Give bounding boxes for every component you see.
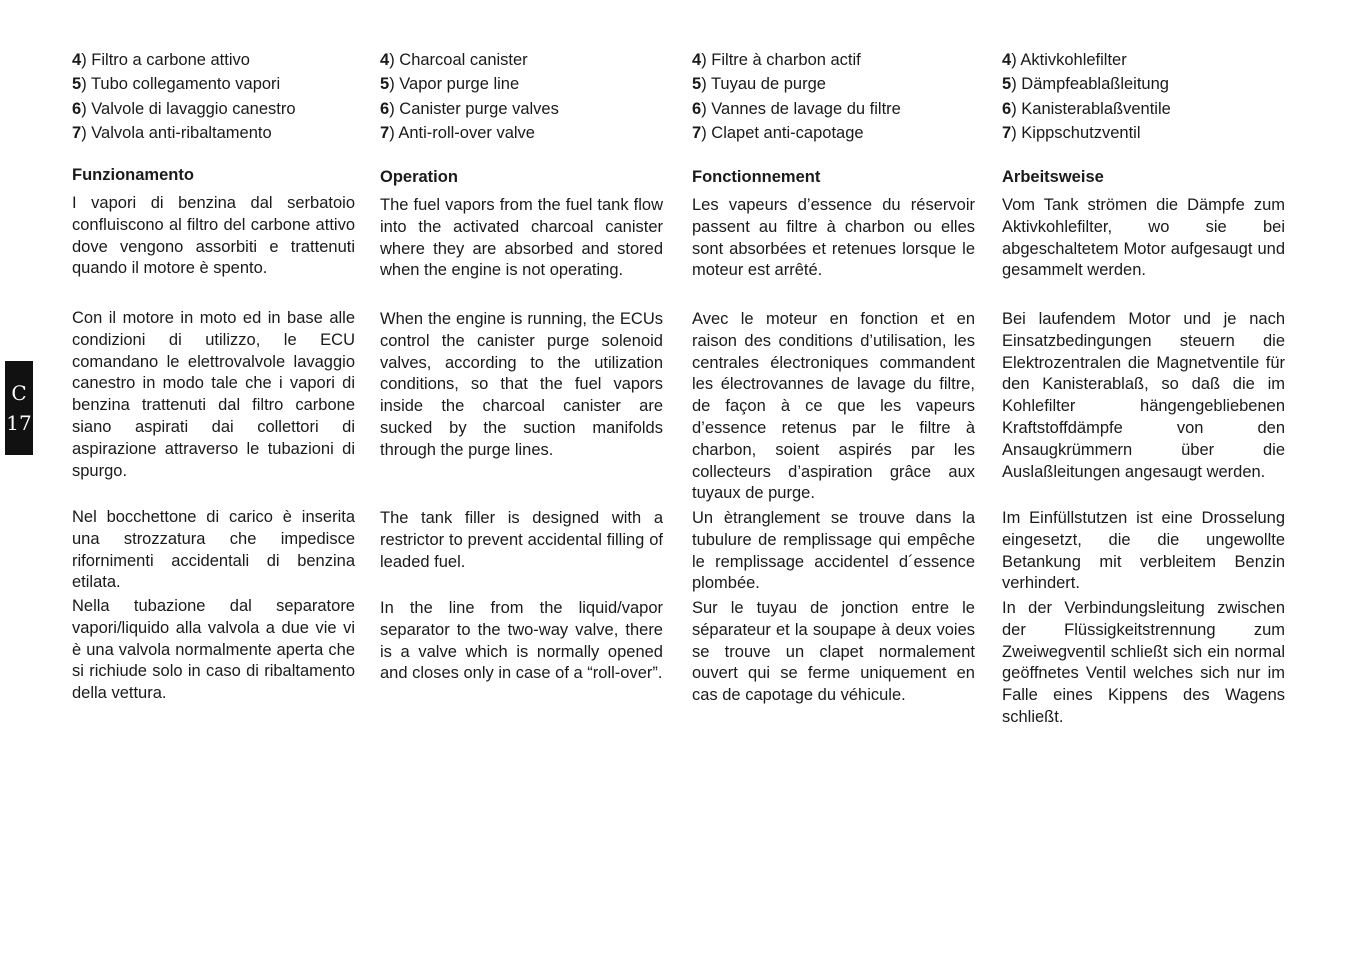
- list-item: 4) Aktivkohlefilter: [1002, 51, 1127, 69]
- list-item: 5) Tubo collegamento vapori: [72, 75, 281, 94]
- list-item: 6) Vannes de lavage du filtre: [692, 99, 901, 118]
- parts-list: [692, 48, 975, 146]
- paragraph: Bei laufendem Motor und je nach Einsatzbedingungen steuern die Elektrozentralen die Magnetventile für den Kanisterablaß, so daß die im Kohlefilter hängengebliebenen Kraftstoffdämpfe von den Ansaugkrümmern über die Auslaßleitungen angesaugt werden.: [1002, 310, 1285, 481]
- list-item: 7) Clapet anti-capotage: [692, 124, 864, 143]
- section-letter: C: [11, 381, 27, 405]
- list-item: 7) Valvola anti-ribaltamento: [72, 124, 272, 143]
- list-item: 5) Vapor purge line: [380, 75, 520, 94]
- list-item: 7) Kippschutzventil: [1002, 124, 1141, 143]
- paragraph: Im Einfüllstutzen ist eine Drosselung eingesetzt, die die ungewollte Betankung mit verbleitem Benzin verhindert.: [1002, 509, 1285, 593]
- column-english: [380, 48, 663, 683]
- paragraph: In der Verbindungsleitung zwischen der Flüssigkeitstrennung zum Zweiwegventil schließt sich ein normal geöffnetes Ventil welches sich nur im Falle eines Kippens des Wagens schließt.: [1002, 599, 1285, 726]
- paragraph: Les vapeurs d’essence du réservoir passent au filtre à charbon ou elles sont absorbées et retenues lorsque le moteur est arrêté.: [692, 196, 975, 280]
- list-item: 4) Filtre à charbon actif: [692, 51, 861, 69]
- paragraph: Con il motore in moto ed in base alle condizioni di utilizzo, le ECU comandano le elettrovalvole lavaggio canestro in modo tale che i vapori di benzina trattenuti dal filtro carbone siano aspirati dai collettori di aspirazione attraverso le tubazioni di spurgo.: [72, 309, 355, 480]
- list-item: 6) Canister purge valves: [380, 99, 559, 118]
- paragraph: Nel bocchettone di carico è inserita una strozzatura che impedisce rifornimenti accidentali di benzina etilata.: [72, 508, 355, 592]
- column-german: [1002, 48, 1285, 726]
- column-italian: [72, 48, 355, 703]
- section-heading: Funzionamento: [72, 166, 194, 184]
- list-item: 4) Charcoal canister: [380, 51, 528, 69]
- paragraph: Vom Tank strömen die Dämpfe zum Aktivkohlefilter, wo sie bei abgeschaltetem Motor aufgesaugt und gesammelt werden.: [1002, 196, 1285, 280]
- list-item: 6) Kanisterablaßventile: [1002, 99, 1171, 118]
- paragraph: I vapori di benzina dal serbatoio confluiscono al filtro del carbone attivo dove vengono assorbiti e trattenuti quando il motore è spento.: [72, 194, 355, 278]
- list-item: 7) Anti-roll-over valve: [380, 124, 535, 143]
- section-heading: Arbeitsweise: [1002, 168, 1104, 186]
- list-item: 6) Valvole di lavaggio canestro: [72, 99, 296, 118]
- parts-list: [1002, 48, 1285, 146]
- list-item: 5) Dämpfeablaßleitung: [1002, 75, 1169, 94]
- column-french: [692, 48, 975, 705]
- paragraph: The fuel vapors from the fuel tank flow into the activated charcoal canister where they are absorbed and stored when the engine is not operating.: [380, 196, 663, 280]
- paragraph: Nella tubazione dal separatore vapori/liquido alla valvola a due vie vi è una valvola normalmente aperta che si richiude solo in caso di ribaltamento della vettura.: [72, 597, 355, 703]
- page-number: 17: [6, 411, 32, 435]
- parts-list: [380, 48, 663, 146]
- section-tab: [5, 361, 33, 455]
- paragraph: Un ètranglement se trouve dans la tubulure de remplissage qui empêche le remplissage accidentel d´essence plombée.: [692, 509, 975, 593]
- paragraph: The tank filler is designed with a restrictor to prevent accidental filling of leaded fuel.: [380, 509, 663, 571]
- paragraph: In the line from the liquid/vapor separator to the two-way valve, there is a valve which is normally opened and closes only in case of a “roll-over”.: [380, 599, 663, 683]
- list-item: 5) Tuyau de purge: [692, 75, 826, 94]
- paragraph: Sur le tuyau de jonction entre le séparateur et la soupape à deux voies se trouve un clapet normalement ouvert qui se ferme uniquement en cas de capotage du véhicule.: [692, 599, 975, 705]
- paragraph: When the engine is running, the ECUs control the canister purge solenoid valves, according to the utilization conditions, so that the fuel vapors inside the charcoal canister are sucked by the suction manifolds through the purge lines.: [380, 310, 663, 459]
- paragraph: Avec le moteur en fonction et en raison des conditions d’utilisation, les centrales électroniques commandent les électrovannes de lavage du filtre, de façon à ce que les vapeurs d’essence retenus par le filtre à charbon, soient aspirés par les collecteurs d’aspiration grâce aux tuyaux de purge.: [692, 310, 975, 503]
- section-heading: Fonctionnement: [692, 168, 821, 186]
- list-item: 4) Filtro a carbone attivo: [72, 51, 250, 69]
- section-heading: Operation: [380, 168, 458, 186]
- parts-list: [72, 48, 355, 146]
